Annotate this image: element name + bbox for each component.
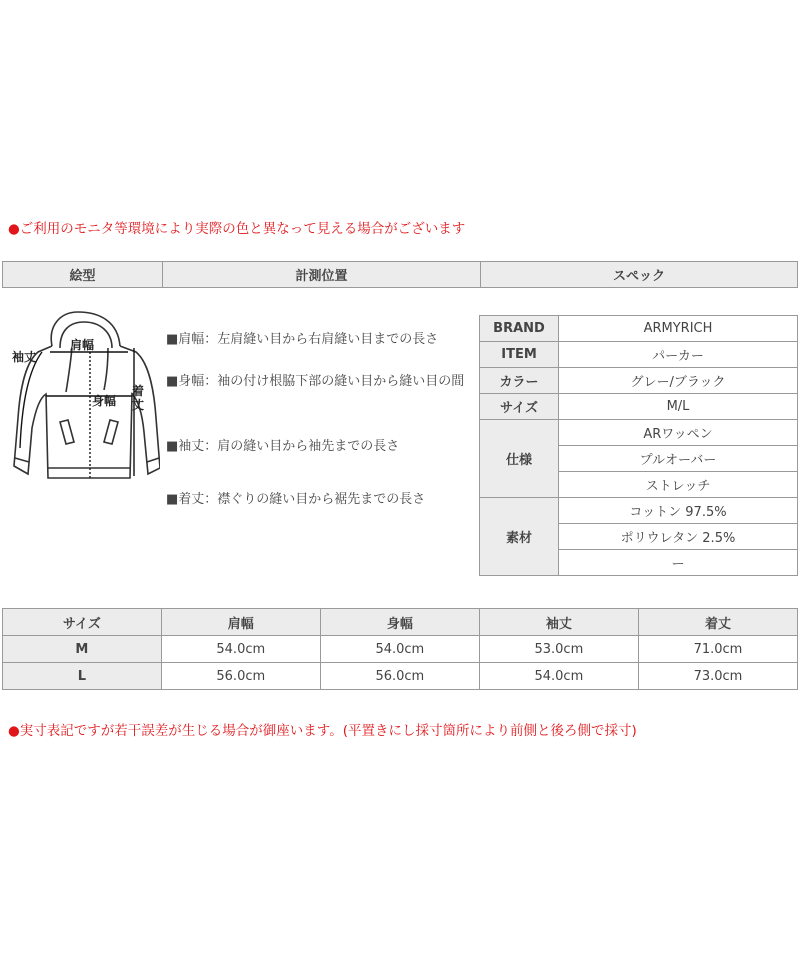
measure-body-width: ■身幅：袖の付け根脇下部の縫い目から縫い目の間 [166, 374, 465, 389]
spec-label-size: サイズ [480, 394, 559, 420]
size-col-size: サイズ [3, 609, 162, 636]
size-cell: 56.0cm [320, 663, 479, 690]
spec-value-size: M/L [559, 394, 798, 420]
measure-length: ■着丈：襟ぐりの縫い目から裾先までの長さ [166, 492, 426, 507]
spec-row-size [480, 394, 798, 420]
label-body-width: 身幅 [92, 394, 117, 408]
spec-value-feature: ストレッチ [559, 472, 798, 498]
size-cell: 54.0cm [479, 663, 638, 690]
size-cell: 56.0cm [161, 663, 320, 690]
spec-label-brand: BRAND [480, 316, 559, 342]
size-row-l [3, 663, 798, 690]
measure-shoulder: ■肩幅：左肩縫い目から右肩縫い目までの長さ [166, 332, 439, 347]
size-col-shoulder: 肩幅 [161, 609, 320, 636]
spec-value-feature: プルオーバー [559, 446, 798, 472]
spec-value-brand: ARMYRICH [559, 316, 798, 342]
label-sleeve: 袖丈 [12, 350, 37, 364]
spec-label-item: ITEM [480, 342, 559, 368]
spec-row-color [480, 368, 798, 394]
size-cell: L [3, 663, 162, 690]
section-header-row [2, 261, 798, 288]
spec-row-item [480, 342, 798, 368]
spec-row-feature [480, 420, 798, 446]
header-illustration: 絵型 [3, 262, 163, 287]
spec-value-material: ー [559, 550, 798, 576]
spec-value-feature: ARワッペン [559, 420, 798, 446]
label-length: 着丈 [132, 384, 145, 412]
spec-row-brand [480, 316, 798, 342]
spec-label-color: カラー [480, 368, 559, 394]
spec-table [479, 315, 798, 576]
size-cell: 54.0cm [320, 636, 479, 663]
size-cell: 54.0cm [161, 636, 320, 663]
size-cell: 73.0cm [638, 663, 797, 690]
size-table [2, 608, 798, 690]
size-cell: 53.0cm [479, 636, 638, 663]
size-cell: M [3, 636, 162, 663]
size-col-body-width: 身幅 [320, 609, 479, 636]
spec-value-material: ポリウレタン 2.5% [559, 524, 798, 550]
spec-value-item: パーカー [559, 342, 798, 368]
spec-row-material [480, 498, 798, 524]
size-col-sleeve: 袖丈 [479, 609, 638, 636]
size-row-m [3, 636, 798, 663]
header-measure-position: 計測位置 [163, 262, 481, 287]
measure-sleeve: ■袖丈：肩の縫い目から袖先までの長さ [166, 439, 400, 454]
measurement-disclaimer: ●実寸表記ですが若干誤差が生じる場合が御座います。(平置きにし採寸箇所により前側と後ろ側で採寸) [8, 723, 637, 739]
size-cell: 71.0cm [638, 636, 797, 663]
size-col-length: 着丈 [638, 609, 797, 636]
spec-label-material: 素材 [480, 498, 559, 576]
hoodie-illustration [8, 308, 160, 488]
spec-value-material: コットン 97.5% [559, 498, 798, 524]
header-spec: スペック [612, 269, 665, 284]
color-disclaimer: ●ご利用のモニタ等環境により実際の色と異なって見える場合がございます [8, 221, 466, 237]
label-shoulder: 肩幅 [70, 338, 95, 352]
spec-value-color: グレー/ブラック [559, 368, 798, 394]
size-table-header [3, 609, 798, 636]
spec-label-feature: 仕様 [480, 420, 559, 498]
